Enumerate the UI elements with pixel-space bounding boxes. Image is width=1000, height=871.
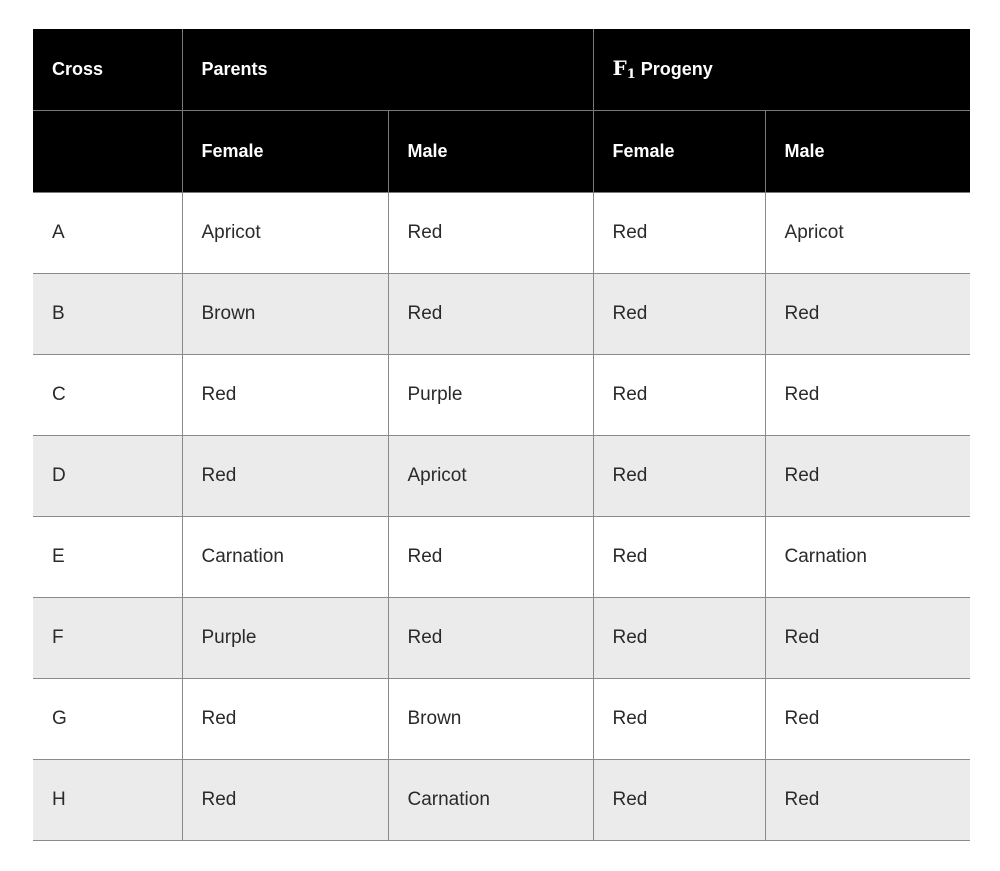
cell-progeny-male: Apricot bbox=[765, 192, 970, 273]
cell-parent-female: Red bbox=[182, 678, 388, 759]
cell-cross: A bbox=[33, 192, 182, 273]
table-row bbox=[33, 759, 970, 840]
table-body bbox=[33, 192, 970, 840]
cell-parent-male: Apricot bbox=[388, 435, 593, 516]
table-row bbox=[33, 354, 970, 435]
cell-cross: D bbox=[33, 435, 182, 516]
cell-cross: E bbox=[33, 516, 182, 597]
header-parents-female: Female bbox=[182, 110, 388, 192]
cell-parent-male: Red bbox=[388, 597, 593, 678]
cell-parent-male: Red bbox=[388, 516, 593, 597]
cell-progeny-male: Red bbox=[765, 435, 970, 516]
header-f1-progeny bbox=[593, 29, 970, 110]
progeny-label: Progeny bbox=[640, 59, 713, 80]
table-header bbox=[33, 29, 970, 192]
cell-parent-male: Carnation bbox=[388, 759, 593, 840]
cell-progeny-male: Red bbox=[765, 597, 970, 678]
f1-subscript: 1 bbox=[626, 67, 636, 83]
header-cross-sub bbox=[33, 110, 182, 192]
cell-parent-male: Brown bbox=[388, 678, 593, 759]
header-parents: Parents bbox=[182, 29, 593, 110]
cell-progeny-male: Red bbox=[765, 354, 970, 435]
table-row bbox=[33, 597, 970, 678]
cell-parent-female: Apricot bbox=[182, 192, 388, 273]
header-parents-male: Male bbox=[388, 110, 593, 192]
cell-cross: C bbox=[33, 354, 182, 435]
cell-cross: H bbox=[33, 759, 182, 840]
header-row-top bbox=[33, 29, 970, 110]
cell-progeny-female: Red bbox=[593, 678, 765, 759]
cell-parent-male: Red bbox=[388, 192, 593, 273]
cell-parent-female: Red bbox=[182, 759, 388, 840]
header-cross: Cross bbox=[33, 29, 182, 110]
table-row bbox=[33, 435, 970, 516]
cell-parent-female: Purple bbox=[182, 597, 388, 678]
header-row-sub bbox=[33, 110, 970, 192]
cell-progeny-male: Carnation bbox=[765, 516, 970, 597]
cell-parent-female: Red bbox=[182, 354, 388, 435]
header-progeny-male: Male bbox=[765, 110, 970, 192]
cell-progeny-female: Red bbox=[593, 192, 765, 273]
cell-progeny-female: Red bbox=[593, 759, 765, 840]
cell-cross: G bbox=[33, 678, 182, 759]
cell-cross: B bbox=[33, 273, 182, 354]
cell-parent-male: Purple bbox=[388, 354, 593, 435]
table-row bbox=[33, 273, 970, 354]
cell-parent-female: Carnation bbox=[182, 516, 388, 597]
cell-progeny-female: Red bbox=[593, 435, 765, 516]
cell-progeny-male: Red bbox=[765, 759, 970, 840]
cell-progeny-female: Red bbox=[593, 516, 765, 597]
header-progeny-female: Female bbox=[593, 110, 765, 192]
cell-progeny-female: Red bbox=[593, 273, 765, 354]
cell-parent-female: Red bbox=[182, 435, 388, 516]
cell-parent-female: Brown bbox=[182, 273, 388, 354]
cell-progeny-female: Red bbox=[593, 354, 765, 435]
cross-results-table bbox=[33, 29, 970, 841]
cell-progeny-male: Red bbox=[765, 273, 970, 354]
table-row bbox=[33, 192, 970, 273]
cell-progeny-male: Red bbox=[765, 678, 970, 759]
cell-progeny-female: Red bbox=[593, 597, 765, 678]
cell-cross: F bbox=[33, 597, 182, 678]
f1-symbol: F bbox=[612, 56, 627, 81]
table-row bbox=[33, 678, 970, 759]
table-row bbox=[33, 516, 970, 597]
cell-parent-male: Red bbox=[388, 273, 593, 354]
